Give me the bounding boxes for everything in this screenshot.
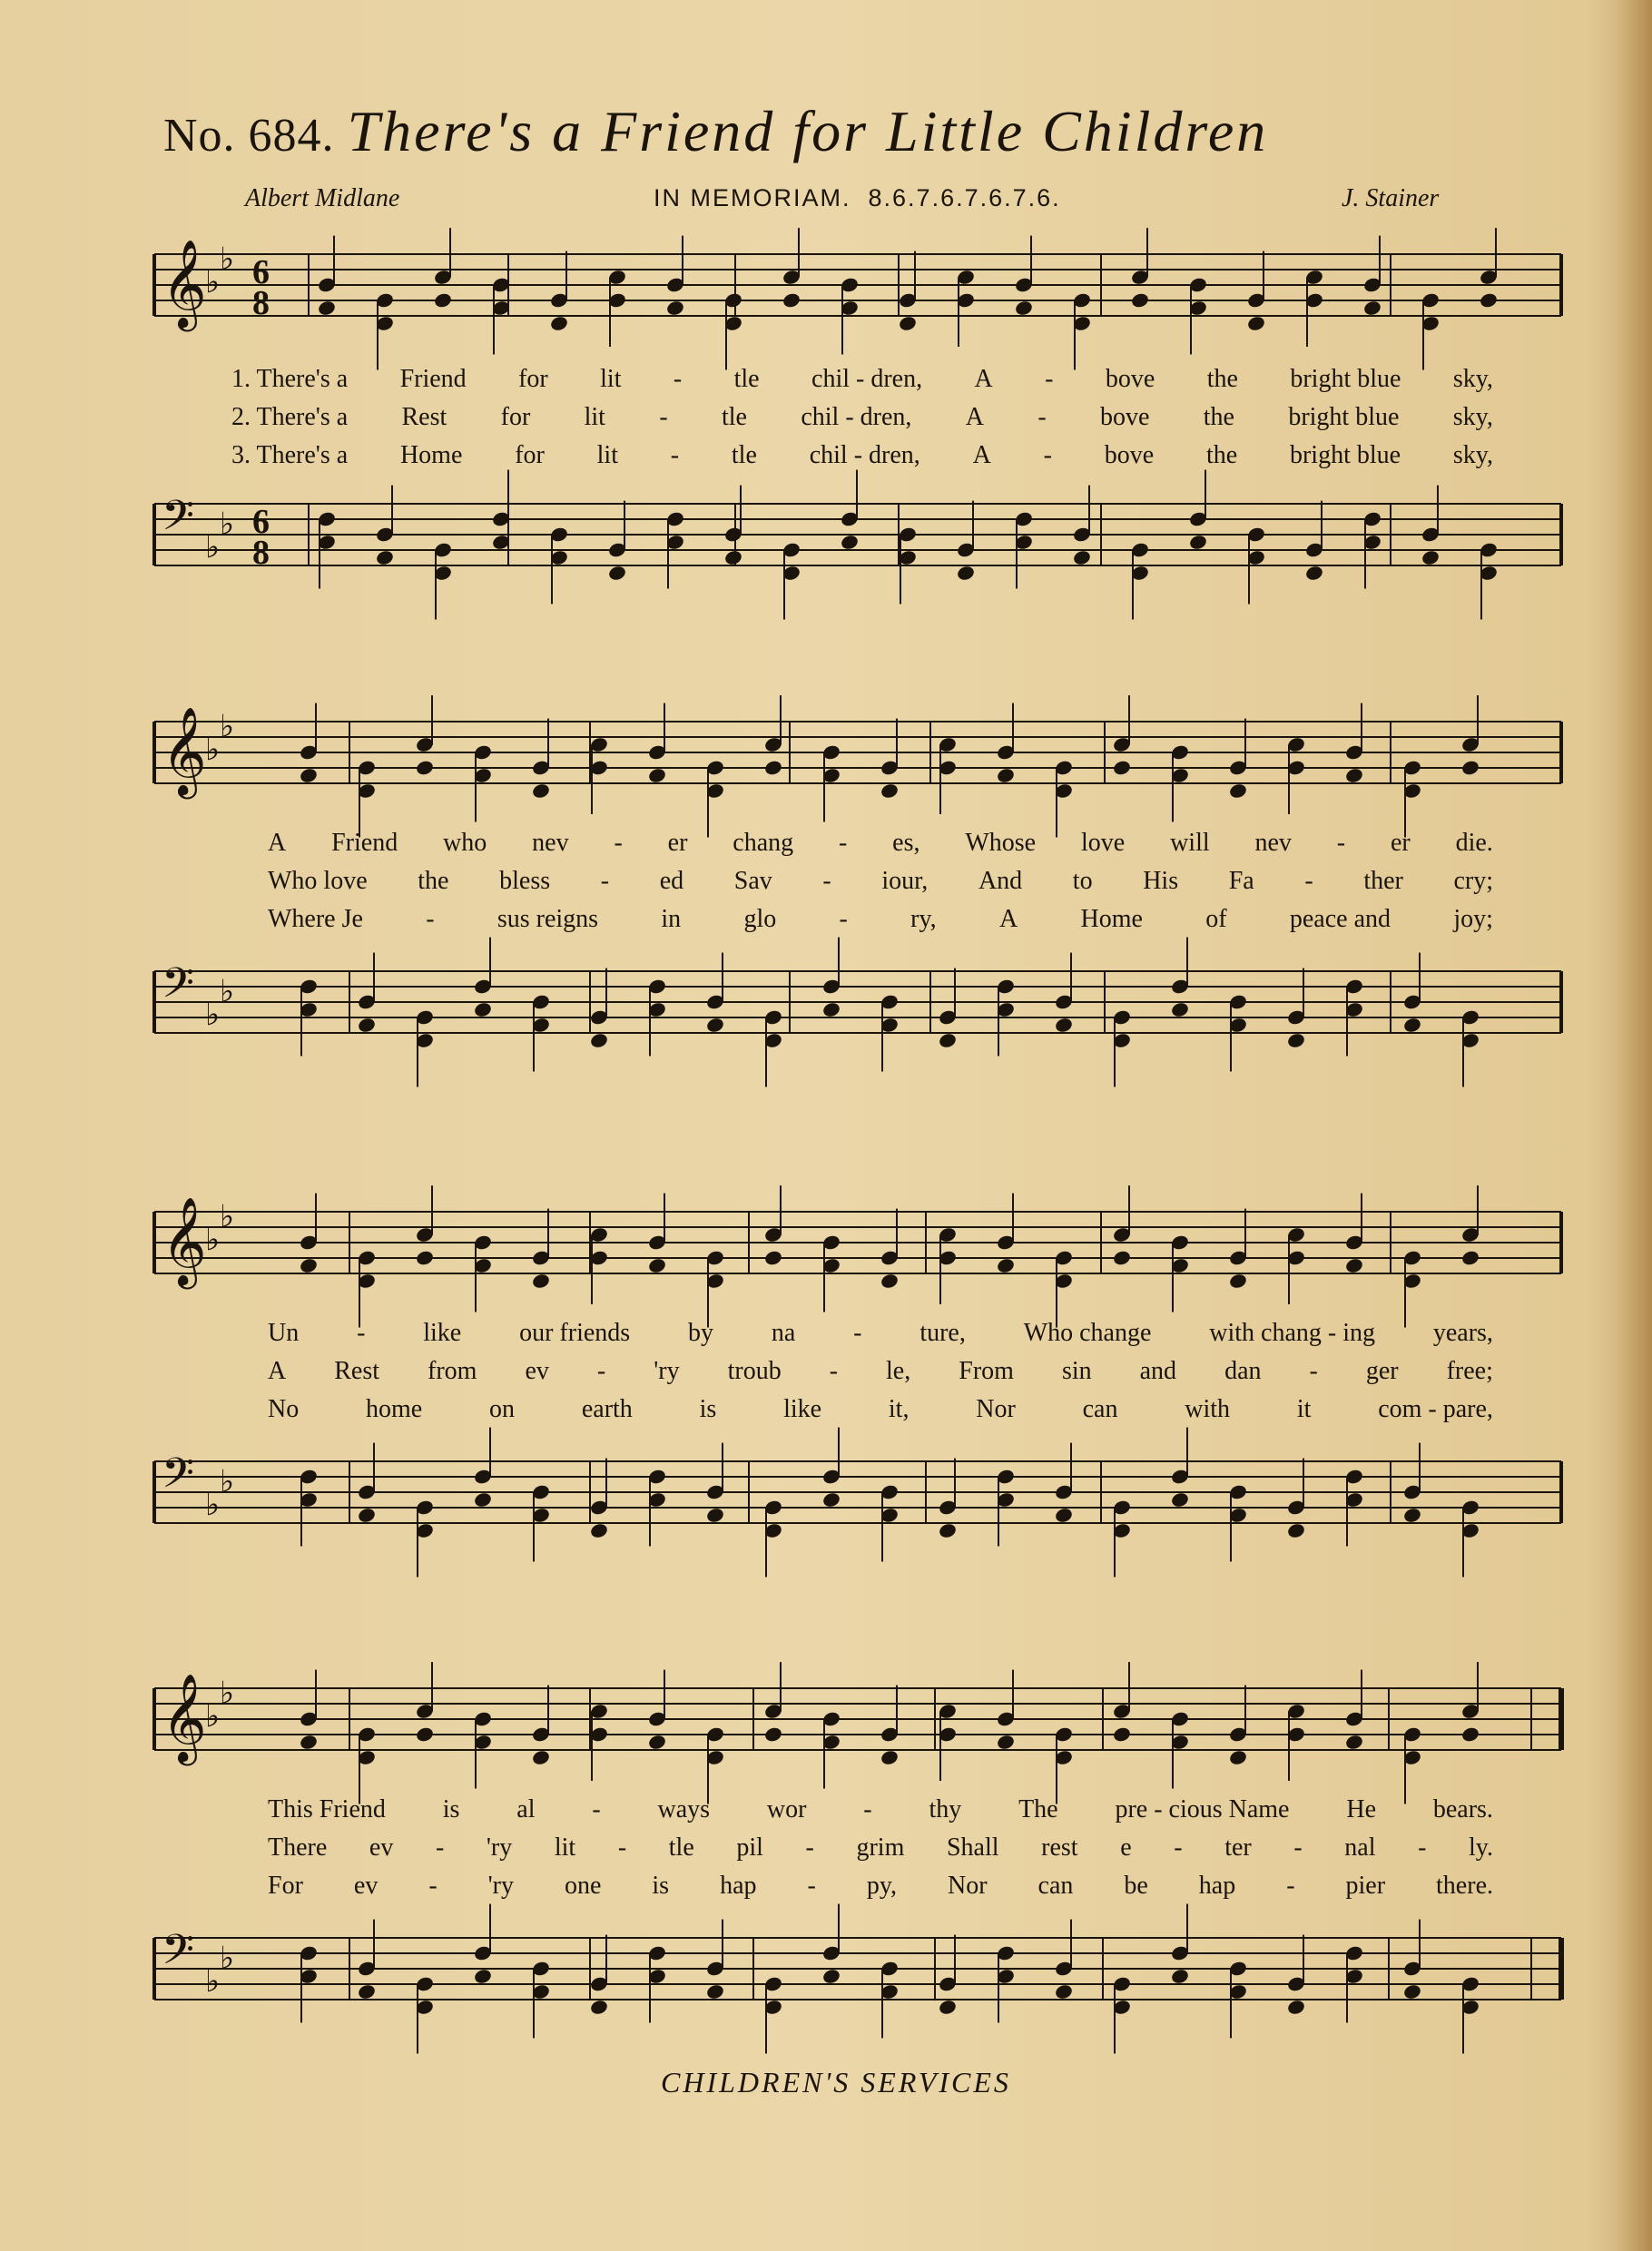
bass-staff bbox=[145, 1434, 1579, 1550]
lyric-word: Home bbox=[399, 441, 463, 469]
lyric-word: by bbox=[688, 1319, 714, 1347]
lyric-word: Rest bbox=[401, 403, 447, 431]
lyric-word: - bbox=[435, 1833, 445, 1862]
lyric-word: - bbox=[1043, 441, 1052, 469]
lyric-word: dan bbox=[1224, 1357, 1262, 1385]
lyric-word: pier bbox=[1345, 1872, 1386, 1900]
lyric-word: - bbox=[357, 1319, 366, 1347]
lyric-word: chil - dren, bbox=[811, 365, 923, 393]
lyric-word: free; bbox=[1446, 1357, 1493, 1385]
lyric-word: - bbox=[829, 1357, 839, 1385]
flat-icon: ♭ bbox=[220, 1940, 235, 1977]
time-signature-icon: 6 bbox=[252, 503, 270, 541]
lyric-word: - bbox=[428, 1872, 438, 1900]
lyric-word: can bbox=[1082, 1395, 1118, 1423]
lyric-word: He bbox=[1346, 1795, 1376, 1823]
lyric-word: with chang - ing bbox=[1209, 1319, 1375, 1347]
lyric-word: - bbox=[1293, 1833, 1303, 1862]
lyric-word: chang bbox=[733, 829, 794, 857]
treble-clef-icon: 𝄞 bbox=[162, 706, 207, 796]
lyric-word: lit bbox=[600, 365, 622, 393]
lyric-word: And bbox=[978, 867, 1023, 895]
flat-icon: ♭ bbox=[205, 1963, 221, 2000]
lyric-line bbox=[268, 1795, 1493, 1824]
lyric-word: love bbox=[1080, 829, 1126, 857]
lyric-word: 'ry bbox=[487, 1872, 514, 1900]
lyric-word: Nor bbox=[947, 1872, 988, 1900]
lyric-word: ways bbox=[657, 1795, 711, 1823]
lyric-word: - bbox=[838, 829, 848, 857]
lyric-word: one bbox=[564, 1872, 602, 1900]
lyric-word: who bbox=[443, 829, 487, 857]
lyric-word: - bbox=[807, 1872, 816, 1900]
lyric-word: Who love bbox=[268, 867, 368, 895]
lyric-word: nev bbox=[532, 829, 569, 857]
flat-icon: ♭ bbox=[220, 506, 235, 543]
lyric-word: iour, bbox=[881, 867, 929, 895]
flat-icon: ♭ bbox=[220, 1198, 235, 1235]
lyric-line bbox=[268, 1319, 1493, 1348]
lyric-word: er bbox=[1390, 829, 1411, 857]
lyric-word: 3. There's a bbox=[231, 441, 349, 469]
hymn-name: There's a Friend for Little Children bbox=[347, 99, 1269, 163]
lyric-word: - bbox=[1286, 1872, 1295, 1900]
lyric-word: years, bbox=[1432, 1319, 1493, 1347]
lyric-word: ther bbox=[1363, 867, 1403, 895]
lyric-word: for bbox=[518, 365, 548, 393]
flat-icon: ♭ bbox=[220, 1675, 235, 1712]
lyric-word: for bbox=[500, 403, 531, 431]
lyric-word: - bbox=[1336, 829, 1346, 857]
meter: 8.6.7.6.7.6.7.6. bbox=[868, 184, 1061, 211]
lyric-word: for bbox=[515, 441, 545, 469]
treble-staff bbox=[145, 227, 1579, 343]
time-signature-icon: 6 bbox=[252, 253, 270, 291]
flat-icon: ♭ bbox=[220, 708, 235, 745]
lyric-word: tle bbox=[733, 365, 760, 393]
lyric-word: hap bbox=[1198, 1872, 1236, 1900]
lyric-word: be bbox=[1124, 1872, 1148, 1900]
lyric-line bbox=[268, 1833, 1493, 1863]
lyric-word: our friends bbox=[519, 1319, 631, 1347]
lyric-word: lit bbox=[554, 1833, 576, 1862]
lyric-word: wor bbox=[766, 1795, 807, 1823]
lyric-word: ev bbox=[353, 1872, 379, 1900]
lyric-word: A bbox=[972, 441, 991, 469]
lyric-word: A bbox=[268, 1357, 287, 1385]
lyric-word: the bbox=[1205, 441, 1238, 469]
lyric-word: from bbox=[428, 1357, 477, 1385]
flat-icon: ♭ bbox=[220, 973, 235, 1010]
lyric-word: the bbox=[1206, 365, 1238, 393]
lyric-word: Friend bbox=[399, 365, 467, 393]
lyric-word: 2. There's a bbox=[231, 403, 349, 431]
lyric-line bbox=[268, 1872, 1493, 1901]
lyric-word: chil - dren, bbox=[801, 403, 912, 431]
hymn-number: No. 684. bbox=[163, 110, 335, 162]
lyric-word: A bbox=[998, 905, 1018, 933]
lyric-word: - bbox=[600, 867, 610, 895]
lyric-word: the bbox=[418, 867, 449, 895]
bass-clef-icon: 𝄢 bbox=[162, 1449, 195, 1509]
lyric-word: For bbox=[268, 1872, 303, 1900]
book-spine-shadow bbox=[1616, 0, 1652, 2251]
lyric-line bbox=[268, 1357, 1493, 1386]
lyric-line bbox=[231, 403, 1493, 432]
lyric-word: A bbox=[974, 365, 993, 393]
lyric-word: is bbox=[652, 1872, 670, 1900]
lyric-word: Friend bbox=[331, 829, 398, 857]
lyric-word: hap bbox=[720, 1872, 757, 1900]
lyric-word: die. bbox=[1455, 829, 1493, 857]
flat-icon: ♭ bbox=[205, 1487, 221, 1523]
bass-clef-icon: 𝄢 bbox=[162, 958, 195, 1018]
flat-icon: ♭ bbox=[205, 529, 221, 565]
lyric-word: From bbox=[959, 1357, 1014, 1385]
lyric-word: is bbox=[699, 1395, 717, 1423]
tune-info bbox=[654, 184, 1061, 221]
lyric-word: can bbox=[1037, 1872, 1074, 1900]
lyric-word: Whose bbox=[965, 829, 1037, 857]
lyric-word: Un bbox=[268, 1319, 300, 1347]
lyric-word: py, bbox=[866, 1872, 897, 1900]
lyric-word: is bbox=[442, 1795, 460, 1823]
lyric-word: pil bbox=[736, 1833, 763, 1862]
lyric-word: bove bbox=[1104, 441, 1155, 469]
lyric-word: - bbox=[617, 1833, 627, 1862]
lyric-word: earth bbox=[581, 1395, 633, 1423]
lyric-word: al bbox=[516, 1795, 536, 1823]
page-footer: CHILDREN'S SERVICES bbox=[661, 2066, 1011, 2099]
lyric-word: - bbox=[1174, 1833, 1183, 1862]
lyric-word: - bbox=[614, 829, 623, 857]
lyric-word: There bbox=[268, 1833, 328, 1862]
lyric-word: - bbox=[822, 867, 831, 895]
lyric-word: like bbox=[423, 1319, 462, 1347]
lyric-word: and bbox=[1139, 1357, 1177, 1385]
lyric-word: tle bbox=[731, 441, 757, 469]
lyric-word: ev bbox=[369, 1833, 394, 1862]
lyric-word: Rest bbox=[334, 1357, 380, 1385]
lyric-word: - bbox=[596, 1357, 606, 1385]
lyric-word: - bbox=[426, 905, 435, 933]
lyric-word: Nor bbox=[976, 1395, 1016, 1423]
lyric-word: bove bbox=[1105, 365, 1155, 393]
lyric-word: na bbox=[771, 1319, 796, 1347]
lyric-word: home bbox=[366, 1395, 423, 1423]
lyric-word: ter bbox=[1224, 1833, 1252, 1862]
lyric-word: tle bbox=[668, 1833, 694, 1862]
flat-icon: ♭ bbox=[220, 1463, 235, 1500]
lyric-word: nev bbox=[1254, 829, 1292, 857]
treble-staff bbox=[145, 694, 1579, 811]
lyric-word: - bbox=[659, 403, 668, 431]
bass-clef-icon: 𝄢 bbox=[162, 491, 195, 551]
lyric-word: bears. bbox=[1432, 1795, 1493, 1823]
lyric-word: - bbox=[670, 441, 680, 469]
lyric-word: sin bbox=[1061, 1357, 1092, 1385]
treble-clef-icon: 𝄞 bbox=[162, 1673, 207, 1763]
lyric-line bbox=[231, 441, 1493, 470]
time-signature-icon: 8 bbox=[252, 534, 270, 572]
flat-icon: ♭ bbox=[205, 1698, 221, 1735]
lyric-word: on bbox=[489, 1395, 516, 1423]
lyric-word: - bbox=[839, 905, 848, 933]
lyric-word: - bbox=[1045, 365, 1054, 393]
lyric-line bbox=[268, 867, 1493, 896]
lyric-word: - bbox=[1309, 1357, 1318, 1385]
lyric-word: Shall bbox=[946, 1833, 999, 1862]
tune-name: IN MEMORIAM. bbox=[654, 184, 851, 211]
treble-clef-icon: 𝄞 bbox=[162, 1196, 207, 1286]
lyric-word: troub bbox=[727, 1357, 782, 1385]
lyric-word: grim bbox=[856, 1833, 905, 1862]
lyric-word: er bbox=[667, 829, 688, 857]
lyric-word: Where Je bbox=[268, 905, 363, 933]
lyric-line bbox=[231, 365, 1493, 394]
flat-icon: ♭ bbox=[205, 997, 221, 1033]
lyric-word: bright blue bbox=[1290, 365, 1401, 393]
lyric-line bbox=[268, 1395, 1493, 1424]
lyric-word: to bbox=[1072, 867, 1093, 895]
lyric-word: cry; bbox=[1453, 867, 1493, 895]
lyric-word: like bbox=[783, 1395, 822, 1423]
lyric-word: bright blue bbox=[1289, 441, 1401, 469]
lyric-word: es, bbox=[892, 829, 920, 857]
lyric-word: 1. There's a bbox=[231, 365, 349, 393]
lyric-word: it, bbox=[888, 1395, 910, 1423]
lyric-word: sky, bbox=[1452, 365, 1493, 393]
lyric-word: chil - dren, bbox=[809, 441, 920, 469]
lyric-word: lit bbox=[596, 441, 618, 469]
treble-staff bbox=[145, 1184, 1579, 1301]
lyric-word: rest bbox=[1041, 1833, 1078, 1862]
lyric-word: sky, bbox=[1452, 441, 1493, 469]
bass-staff bbox=[145, 477, 1579, 593]
lyric-word: ed bbox=[659, 867, 684, 895]
lyric-word: Sav bbox=[733, 867, 772, 895]
lyric-word: e bbox=[1120, 1833, 1132, 1862]
flat-icon: ♭ bbox=[205, 732, 221, 768]
lyric-word: bright blue bbox=[1288, 403, 1400, 431]
time-signature-icon: 8 bbox=[252, 284, 270, 322]
lyric-word: there. bbox=[1436, 1872, 1493, 1900]
lyric-word: in bbox=[661, 905, 682, 933]
lyric-word: lit bbox=[584, 403, 605, 431]
flat-icon: ♭ bbox=[205, 264, 221, 300]
lyric-word: le, bbox=[886, 1357, 911, 1385]
flat-icon: ♭ bbox=[220, 241, 235, 278]
lyric-word: Who change bbox=[1023, 1319, 1152, 1347]
lyric-word: Home bbox=[1080, 905, 1143, 933]
lyric-word: bless bbox=[499, 867, 551, 895]
lyric-word: thy bbox=[929, 1795, 962, 1823]
lyric-word: - bbox=[1304, 867, 1313, 895]
lyric-word: joy; bbox=[1453, 905, 1493, 933]
lyric-word: peace and bbox=[1289, 905, 1391, 933]
lyric-word: bove bbox=[1099, 403, 1150, 431]
lyric-word: the bbox=[1203, 403, 1234, 431]
lyric-word: A bbox=[965, 403, 984, 431]
lyric-word: pre - cious Name bbox=[1115, 1795, 1290, 1823]
lyric-word: tle bbox=[721, 403, 747, 431]
treble-clef-icon: 𝄞 bbox=[162, 239, 207, 329]
lyric-word: glo bbox=[743, 905, 777, 933]
lyric-word: His bbox=[1143, 867, 1179, 895]
lyric-word: - bbox=[1418, 1833, 1427, 1862]
lyric-word: it bbox=[1296, 1395, 1312, 1423]
lyric-line bbox=[268, 905, 1493, 934]
lyric-word: This Friend bbox=[268, 1795, 386, 1823]
lyric-word: - bbox=[592, 1795, 601, 1823]
lyric-word: sky, bbox=[1452, 403, 1493, 431]
lyric-word: 'ry bbox=[654, 1357, 680, 1385]
lyric-word: ly. bbox=[1469, 1833, 1493, 1862]
bass-staff bbox=[145, 944, 1579, 1060]
treble-staff bbox=[145, 1661, 1579, 1777]
bass-staff bbox=[145, 1911, 1579, 2027]
lyric-word: - bbox=[853, 1319, 862, 1347]
lyric-word: - bbox=[673, 365, 683, 393]
lyric-word: com - pare, bbox=[1378, 1395, 1493, 1423]
lyric-word: ry, bbox=[910, 905, 937, 933]
lyric-word: sus reigns bbox=[497, 905, 599, 933]
lyric-word: with bbox=[1185, 1395, 1231, 1423]
bass-clef-icon: 𝄢 bbox=[162, 1925, 195, 1985]
lyric-word: A bbox=[268, 829, 287, 857]
lyric-word: ture, bbox=[919, 1319, 966, 1347]
lyric-word: Fa bbox=[1228, 867, 1254, 895]
lyric-line bbox=[268, 829, 1493, 858]
author: Albert Midlane bbox=[245, 184, 400, 212]
lyric-word: - bbox=[863, 1795, 872, 1823]
lyric-word: 'ry bbox=[486, 1833, 513, 1862]
lyric-word: nal bbox=[1344, 1833, 1376, 1862]
lyric-word: ger bbox=[1365, 1357, 1399, 1385]
lyric-word: - bbox=[805, 1833, 814, 1862]
hymn-title bbox=[163, 98, 1434, 171]
flat-icon: ♭ bbox=[205, 1222, 221, 1258]
lyric-word: The bbox=[1018, 1795, 1058, 1823]
lyric-word: No bbox=[268, 1395, 300, 1423]
composer: J. Stainer bbox=[1342, 184, 1440, 212]
lyric-word: of bbox=[1205, 905, 1227, 933]
lyric-word: will bbox=[1170, 829, 1210, 857]
lyric-word: ev bbox=[525, 1357, 549, 1385]
lyric-word: - bbox=[1037, 403, 1047, 431]
